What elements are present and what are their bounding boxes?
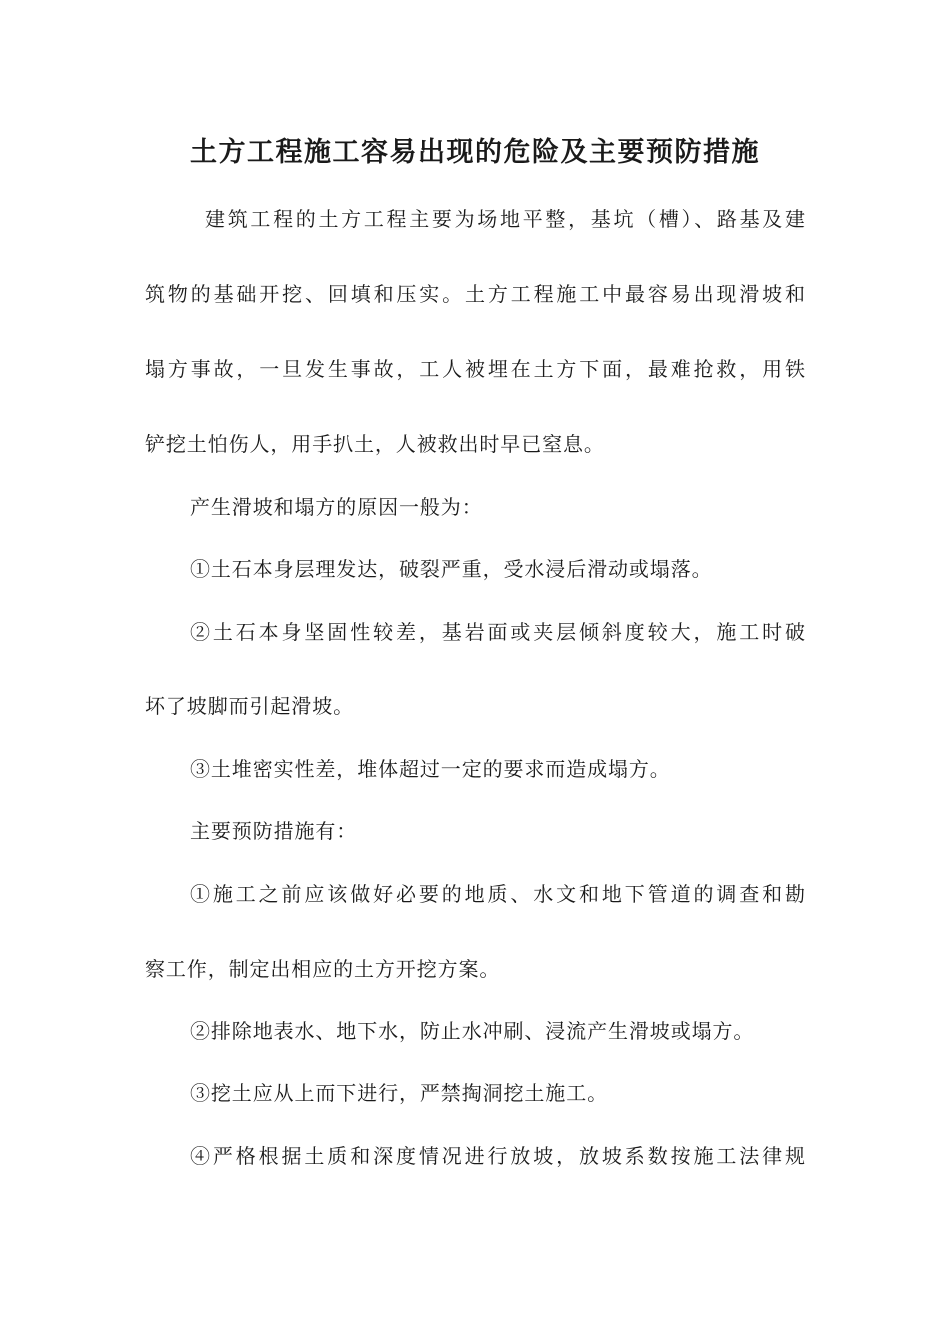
paragraph-line-10: 主要预防措施有：	[190, 819, 358, 843]
paragraph-line-8: 坏了坡脚而引起滑坡。	[145, 694, 354, 718]
paragraph-line-11: ①施工之前应该做好必要的地质、水文和地下管道的调查和勘	[190, 882, 805, 906]
paragraph-line-1: 建筑工程的土方工程主要为场地平整，基坑（槽）、路基及建	[205, 207, 805, 231]
paragraph-line-6: ①土石本身层理发达，破裂严重，受水浸后滑动或塌落。	[190, 557, 713, 581]
document-title: 土方工程施工容易出现的危险及主要预防措施	[190, 137, 760, 168]
paragraph-line-15: ④严格根据土质和深度情况进行放坡，放坡系数按施工法律规	[190, 1144, 805, 1168]
paragraph-line-14: ③挖土应从上而下进行，严禁掏洞挖土施工。	[190, 1081, 608, 1105]
paragraph-line-12: 察工作，制定出相应的土方开挖方案。	[145, 957, 501, 981]
paragraph-line-5: 产生滑坡和塌方的原因一般为：	[190, 495, 483, 519]
paragraph-line-7: ②土石本身坚固性较差，基岩面或夹层倾斜度较大，施工时破	[190, 620, 805, 644]
paragraph-line-2: 筑物的基础开挖、回填和压实。土方工程施工中最容易出现滑坡和	[145, 282, 805, 306]
paragraph-line-9: ③土堆密实性差，堆体超过一定的要求而造成塌方。	[190, 757, 671, 781]
paragraph-line-13: ②排除地表水、地下水，防止水冲刷、浸流产生滑坡或塌方。	[190, 1019, 755, 1043]
paragraph-line-3: 塌方事故，一旦发生事故，工人被埋在土方下面，最难抢救，用铁	[145, 357, 805, 381]
paragraph-line-4: 铲挖土怕伤人，用手扒土，人被救出时早已窒息。	[145, 432, 605, 456]
